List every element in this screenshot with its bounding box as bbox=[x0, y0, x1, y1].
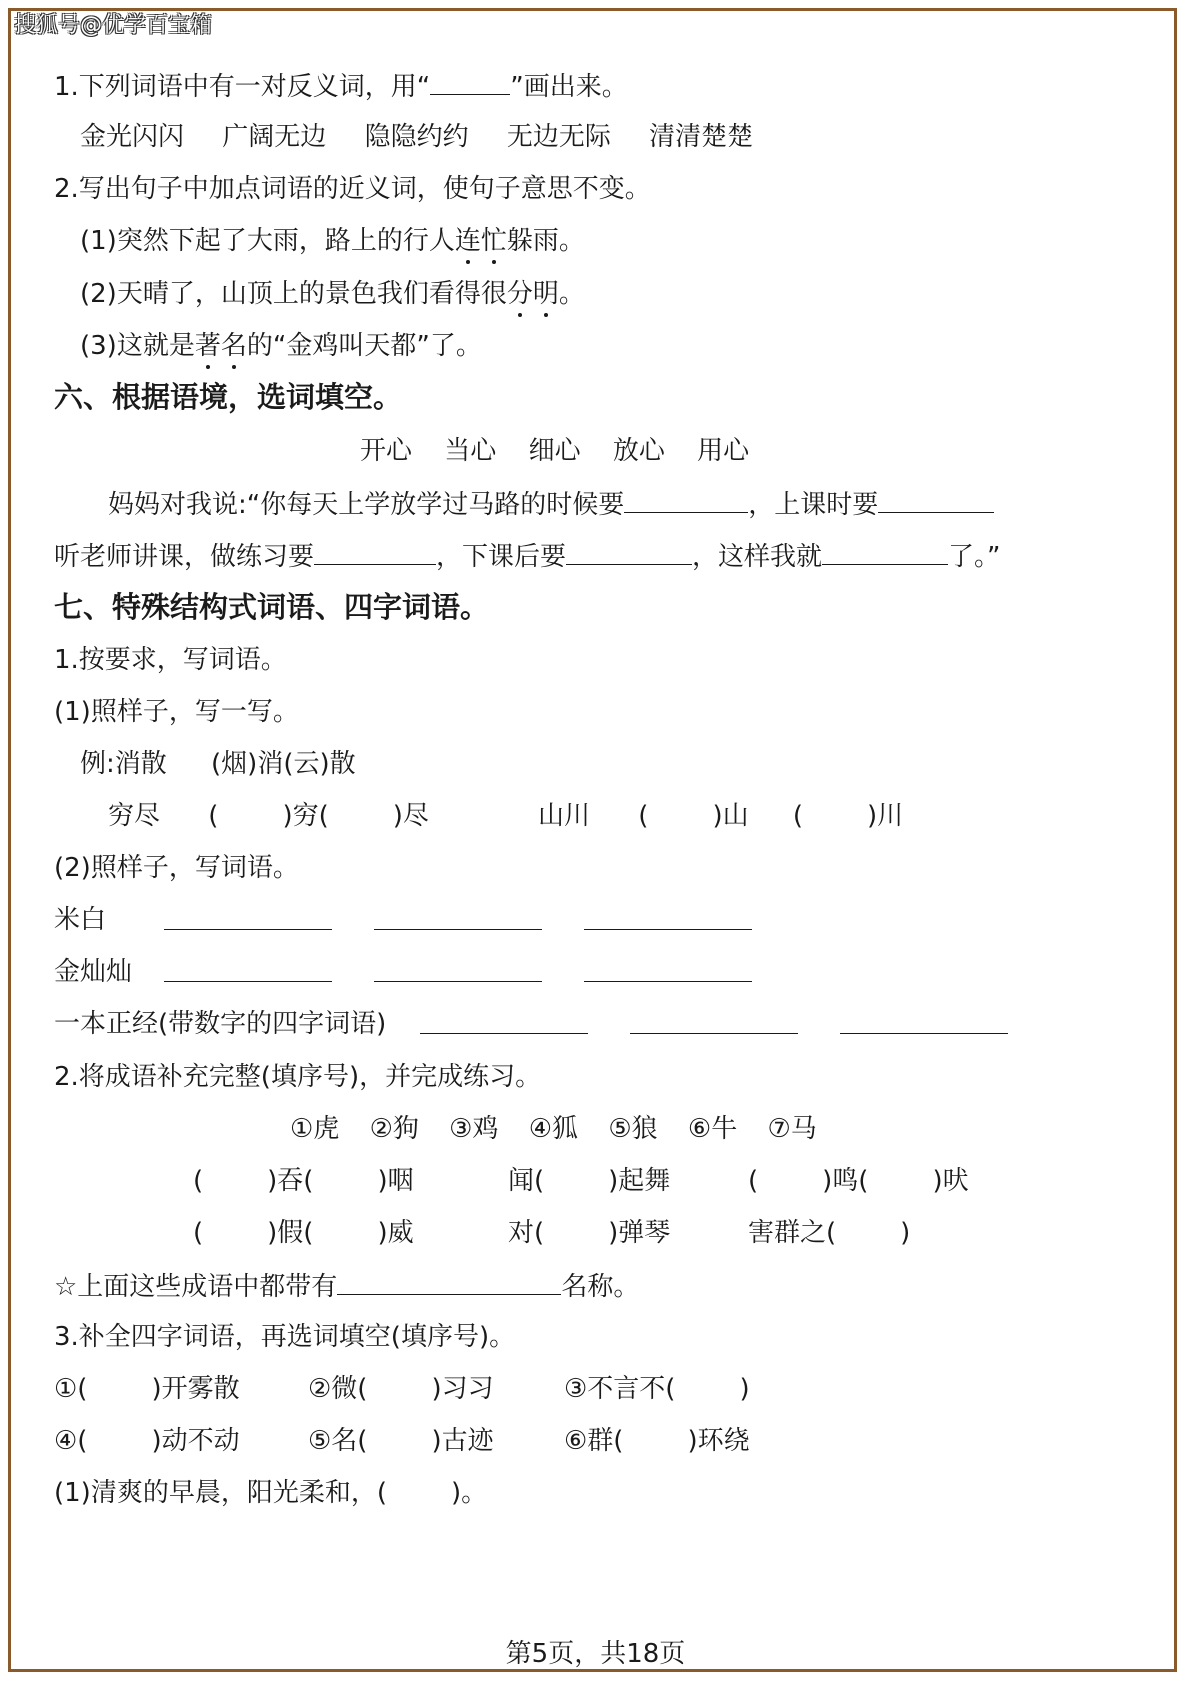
word-3 bbox=[564, 1372, 750, 1406]
sec7-example bbox=[80, 747, 356, 781]
word-option: 当心 bbox=[444, 436, 497, 466]
sec7-q2-prompt: 2.将成语补充完整(填序号)，并完成练习。 bbox=[54, 1062, 542, 1092]
sec7-q1-sub2: (2)照样子，写词语。 bbox=[54, 853, 299, 883]
example-label: 例:消散 bbox=[80, 749, 167, 779]
word-option: 隐隐约约 bbox=[364, 122, 469, 152]
paren-text: )川 bbox=[867, 801, 904, 831]
answer-blank[interactable] bbox=[374, 903, 542, 930]
section-7-heading: 七、特殊结构式词语、四字词语。 bbox=[54, 590, 490, 624]
animal-option: ④狐 bbox=[528, 1114, 579, 1144]
word-4 bbox=[54, 1424, 240, 1458]
animal-option: ⑦马 bbox=[767, 1114, 817, 1144]
paren-text: )山 bbox=[712, 801, 749, 831]
dotted-char: 连 bbox=[454, 226, 481, 256]
answer-blank[interactable] bbox=[822, 538, 948, 565]
sentence-text: 。 bbox=[558, 279, 585, 309]
idiom-text: ) bbox=[900, 1218, 911, 1248]
row-yiben-label: 一本正经(带数字的四字词语) bbox=[54, 1009, 387, 1039]
animal-option: ①虎 bbox=[290, 1114, 340, 1144]
idiom-1 bbox=[193, 1164, 414, 1198]
sentence-text: 躲雨。 bbox=[506, 226, 585, 256]
answer-blank[interactable] bbox=[164, 955, 332, 982]
word-text: ③不言不( bbox=[564, 1374, 676, 1404]
answer-blank[interactable] bbox=[584, 955, 752, 982]
row-jincancan-label: 金灿灿 bbox=[54, 957, 133, 987]
answer-blank[interactable] bbox=[374, 955, 542, 982]
idiom-text: 对( bbox=[508, 1218, 545, 1248]
item-word: 穷尽 bbox=[108, 801, 161, 831]
word-text: ) bbox=[739, 1374, 750, 1404]
paren-text: ( bbox=[208, 801, 219, 831]
word-text: )习习 bbox=[431, 1374, 494, 1404]
row-mibai-blanks bbox=[164, 903, 752, 939]
dotted-char: 名 bbox=[220, 331, 247, 361]
idiom-text: ( bbox=[193, 1218, 204, 1248]
animal-option: ⑤狼 bbox=[608, 1114, 658, 1144]
sec6-passage-line-2 bbox=[54, 538, 1001, 574]
idiom-4 bbox=[193, 1216, 414, 1250]
q2-sentence-2 bbox=[80, 277, 585, 311]
word-text: )古迹 bbox=[431, 1426, 494, 1456]
dotted-char: 明 bbox=[532, 279, 559, 309]
word-1 bbox=[54, 1372, 240, 1406]
animal-option: ⑥牛 bbox=[687, 1114, 738, 1144]
sec7-item-2 bbox=[538, 799, 903, 833]
dotted-char: 忙 bbox=[480, 226, 507, 256]
q1-prompt bbox=[54, 68, 628, 104]
idiom-text: )起舞 bbox=[608, 1166, 671, 1196]
word-option: 无边无际 bbox=[506, 122, 611, 152]
animal-option: ②狗 bbox=[369, 1114, 419, 1144]
row-yiben-blanks bbox=[420, 1007, 1008, 1043]
q1-prompt-part-a: 1.下列词语中有一对反义词，用“ bbox=[54, 72, 431, 102]
sentence-text: )。 bbox=[450, 1478, 488, 1508]
word-text: ②微( bbox=[308, 1374, 368, 1404]
answer-blank[interactable] bbox=[584, 903, 752, 930]
idiom-text: ( bbox=[748, 1166, 759, 1196]
passage-text: 听老师讲课，做练习要 bbox=[54, 542, 315, 572]
word-option: 细心 bbox=[528, 436, 581, 466]
passage-text: ，这样我就 bbox=[692, 542, 823, 572]
idiom-text: )弹琴 bbox=[608, 1218, 671, 1248]
sec7-q3-prompt: 3.补全四字词语，再选词填空(填序号)。 bbox=[54, 1322, 516, 1352]
word-option: 放心 bbox=[612, 436, 665, 466]
answer-blank[interactable] bbox=[630, 1007, 798, 1034]
passage-text: 妈妈对我说:“你每天上学放学过马路的时候要 bbox=[108, 490, 625, 520]
q1-prompt-part-b: ”画出来。 bbox=[510, 72, 628, 102]
row-mibai-label: 米白 bbox=[54, 905, 107, 935]
sentence-text: (1)清爽的早晨，阳光柔和，( bbox=[54, 1478, 387, 1508]
word-text: ⑤名( bbox=[308, 1426, 368, 1456]
star-text: ☆上面这些成语中都带有 bbox=[54, 1272, 338, 1302]
dotted-char: 著 bbox=[194, 331, 221, 361]
item-word: 山川 bbox=[538, 801, 591, 831]
word-text: ④( bbox=[54, 1426, 88, 1456]
q2-sentence-3 bbox=[80, 329, 482, 363]
row-jincancan-blanks bbox=[164, 955, 752, 991]
section-6-heading: 六、根据语境，选词填空。 bbox=[54, 380, 403, 414]
passage-text: ，下课后要 bbox=[436, 542, 567, 572]
answer-blank[interactable] bbox=[420, 1007, 588, 1034]
fill-sentence-1 bbox=[54, 1476, 487, 1510]
sentence-text: (3)这就是 bbox=[80, 331, 195, 361]
q2-prompt: 2.写出句子中加点词语的近义词，使句子意思不变。 bbox=[54, 174, 651, 204]
idiom-text: 害群之( bbox=[748, 1218, 837, 1248]
word-option: 开心 bbox=[360, 436, 413, 466]
idiom-2 bbox=[508, 1164, 670, 1198]
answer-blank[interactable] bbox=[878, 486, 994, 513]
answer-blank[interactable] bbox=[624, 486, 748, 513]
sentence-text: 的“金鸡叫天都”了。 bbox=[246, 331, 482, 361]
word-text: ⑥群( bbox=[564, 1426, 624, 1456]
page-number: 第5页，共18页 bbox=[505, 1639, 686, 1669]
idiom-text: )咽 bbox=[377, 1166, 414, 1196]
word-option: 清清楚楚 bbox=[649, 122, 754, 152]
word-2 bbox=[308, 1372, 494, 1406]
idiom-text: )吠 bbox=[932, 1166, 969, 1196]
word-option: 广阔无边 bbox=[222, 122, 327, 152]
star-text: 名称。 bbox=[561, 1272, 640, 1302]
word-option: 用心 bbox=[697, 436, 750, 466]
answer-blank[interactable] bbox=[566, 538, 692, 565]
idiom-text: )威 bbox=[377, 1218, 414, 1248]
sec6-options bbox=[360, 434, 749, 468]
watermark: 搜狐号@优学百宝箱 bbox=[14, 13, 213, 38]
dotted-char: 分 bbox=[506, 279, 533, 309]
answer-blank[interactable] bbox=[337, 1268, 561, 1295]
paren-text: ( bbox=[638, 801, 649, 831]
idiom-text: )鸣( bbox=[822, 1166, 869, 1196]
word-text: )动不动 bbox=[151, 1426, 240, 1456]
paren-text: ( bbox=[792, 801, 804, 831]
sec7-q1-sub1: (1)照样子，写一写。 bbox=[54, 697, 299, 727]
example-answer: (烟)消(云)散 bbox=[211, 749, 356, 779]
sentence-text: (1)突然下起了大雨，路上的行人 bbox=[80, 226, 455, 256]
answer-blank[interactable] bbox=[840, 1007, 1008, 1034]
sec7-item-1 bbox=[108, 799, 429, 833]
sentence-text: (2)天晴了，山顶上的景色我们看得很 bbox=[80, 279, 507, 309]
idiom-text: )假( bbox=[267, 1218, 314, 1248]
q1-word-list bbox=[80, 120, 753, 154]
paren-text: )尽 bbox=[392, 801, 429, 831]
passage-text: 了。” bbox=[948, 542, 1001, 572]
paren-text: )穷( bbox=[282, 801, 329, 831]
sec6-passage-line-1 bbox=[108, 486, 994, 522]
idiom-5 bbox=[508, 1216, 670, 1250]
star-question bbox=[54, 1268, 639, 1304]
animal-options bbox=[290, 1112, 817, 1146]
idiom-text: )吞( bbox=[267, 1166, 314, 1196]
sec7-q1-prompt: 1.按要求，写词语。 bbox=[54, 645, 287, 675]
word-5 bbox=[308, 1424, 494, 1458]
idiom-text: ( bbox=[193, 1166, 204, 1196]
word-6 bbox=[564, 1424, 750, 1458]
idiom-3 bbox=[748, 1164, 969, 1198]
idiom-6 bbox=[748, 1216, 910, 1250]
passage-text: ，上课时要 bbox=[748, 490, 879, 520]
answer-blank[interactable] bbox=[314, 538, 436, 565]
word-option: 金光闪闪 bbox=[80, 122, 185, 152]
idiom-text: 闻( bbox=[508, 1166, 545, 1196]
animal-option: ③鸡 bbox=[449, 1114, 499, 1144]
word-text: )环绕 bbox=[687, 1426, 750, 1456]
word-text: )开雾散 bbox=[151, 1374, 240, 1404]
answer-blank[interactable] bbox=[430, 68, 510, 95]
answer-blank[interactable] bbox=[164, 903, 332, 930]
q2-sentence-1 bbox=[80, 224, 585, 258]
word-text: ①( bbox=[54, 1374, 88, 1404]
